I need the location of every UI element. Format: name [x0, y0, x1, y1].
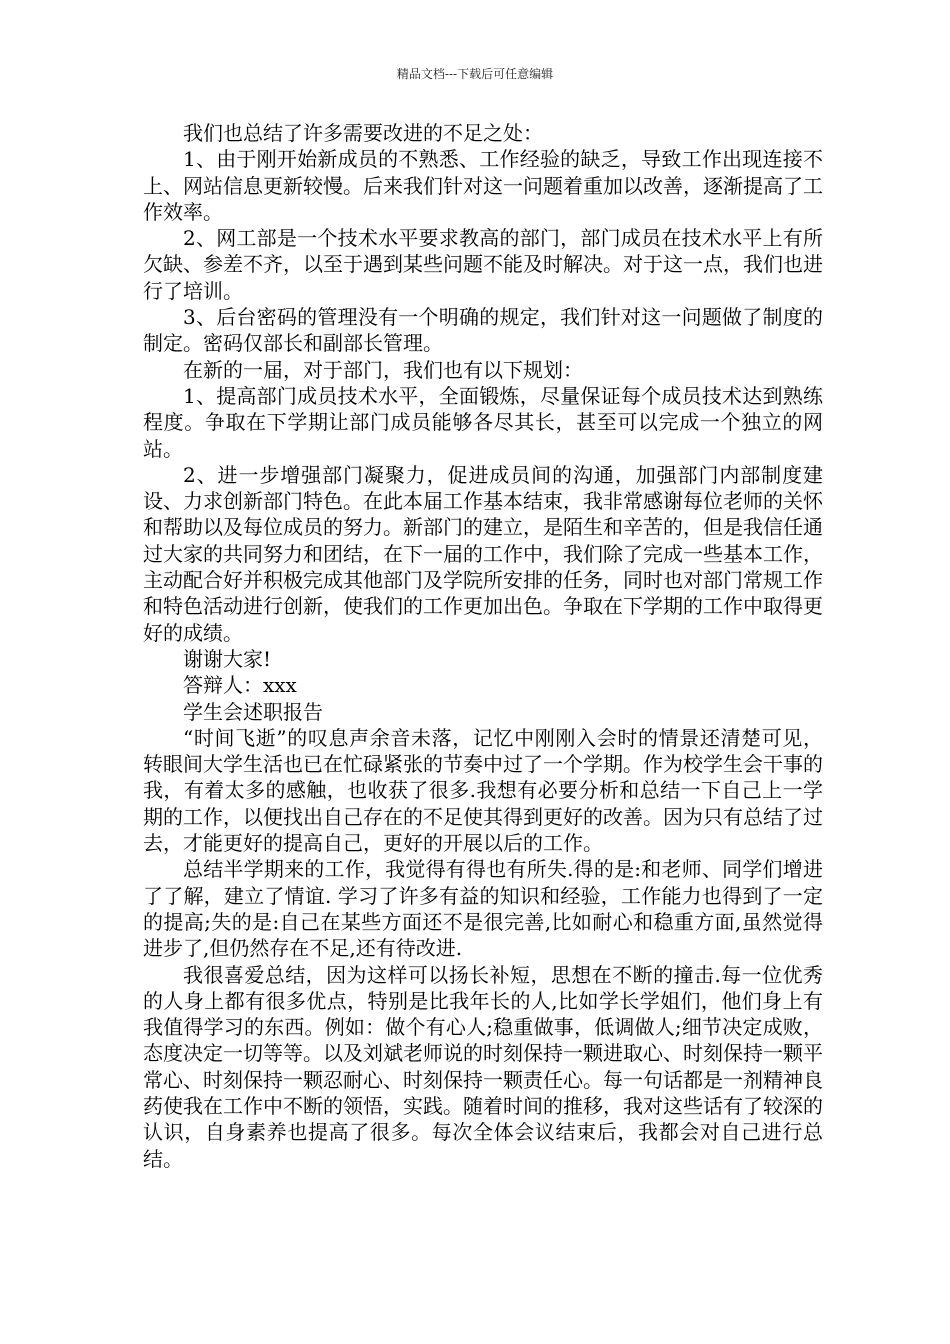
paragraph-thanks: 谢谢大家!: [183, 646, 272, 671]
page-header: 精品文档---下载后可任意编辑: [396, 67, 554, 81]
paragraph-shortcoming-2: 2、网工部是一个技术水平要求教高的部门，部门成员在技术水平上有所欠缺、参差不齐，以至于遇到某些问题不能及时解决。对于这一点，我们也进行了培训。: [143, 226, 823, 303]
paragraph-report-intro: “时间飞逝”的叹息声余音未落，记忆中刚刚入会时的情景还清楚可见，转眼间大学生活也已在忙碌紧张的节奏中过了一个学期。作为校学生会干事的我，有着太多的感触，也收获了很多.我想有必要分析和总结一下自己上一学期的工作，以便找出自己存在的不足使其得到更好的改善。因为只有总结了过去，才能更好的提高自己，更好的开展以后的工作。: [143, 725, 823, 856]
paragraph-intro-shortcomings: 我们也总结了许多需要改进的不足之处：: [183, 121, 543, 145]
paragraph-plan-1: 1、提高部门成员技术水平，全面锻炼，尽量保证每个成员技术达到熟练程度。争取在下学期让部门成员能够各尽其长，甚至可以完成一个独立的网站。: [143, 383, 823, 461]
paragraph-report-reflection: 我很喜爱总结，因为这样可以扬长补短，思想在不断的撞击.每一位优秀的人身上都有很多优点，特别是比我年长的人,比如学长学姐们，他们身上有我值得学习的东西。例如：做个有心人;稳重做事，低调做人;细节决定成败，态度决定一切等等。以及刘斌老师说的时刻保持一颗进取心、时刻保持一颗平常心、时刻保持一颗忍耐心、时刻保持一颗责任心。每一句话都是一剂精神良药使我在工作中不断的领悟，实践。随着时间的推移，我对这些话有了较深的认识，自身素养也提高了很多。每次全体会议结束后，我都会对自己进行总结。: [143, 962, 823, 1171]
paragraph-shortcoming-3: 3、后台密码的管理没有一个明确的规定，我们针对这一问题做了制度的制定。密码仅部长和副部长管理。: [143, 305, 823, 356]
paragraph-intro-plans: 在新的一届，对于部门，我们也有以下规划：: [183, 357, 583, 382]
document-body: [143, 120, 823, 1172]
section-title: 学生会述职报告: [183, 699, 323, 724]
paragraph-speaker: 答辩人：xxx: [183, 673, 297, 698]
paragraph-report-summary: 总结半学期来的工作，我觉得有得也有所失.得的是:和老师、同学们增进了了解，建立了情谊. 学习了许多有益的知识和经验，工作能力也得到了一定的提高;失的是:自己在某些方面还不是很完善,比如耐心和稳重方面,虽然觉得进步了,但仍然存在不足,还有待改进.: [143, 857, 823, 961]
paragraph-plan-2: 2、进一步增强部门凝聚力，促进成员间的沟通，加强部门内部制度建设、力求创新部门特色。在此本届工作基本结束，我非常感谢每位老师的关怀和帮助以及每位成员的努力。新部门的建立，是陌生和辛苦的，但是我信任通过大家的共同努力和团结，在下一届的工作中，我们除了完成一些基本工作，主动配合好并积极完成其他部门及学院所安排的任务，同时也对部门常规工作和特色活动进行创新，使我们的工作更加出色。争取在下学期的工作中取得更好的成绩。: [143, 462, 823, 645]
paragraph-shortcoming-1: 1、由于刚开始新成员的不熟悉、工作经验的缺乏，导致工作出现连接不上、网站信息更新较慢。后来我们针对这一问题着重加以改善，逐渐提高了工作效率。: [143, 147, 823, 224]
